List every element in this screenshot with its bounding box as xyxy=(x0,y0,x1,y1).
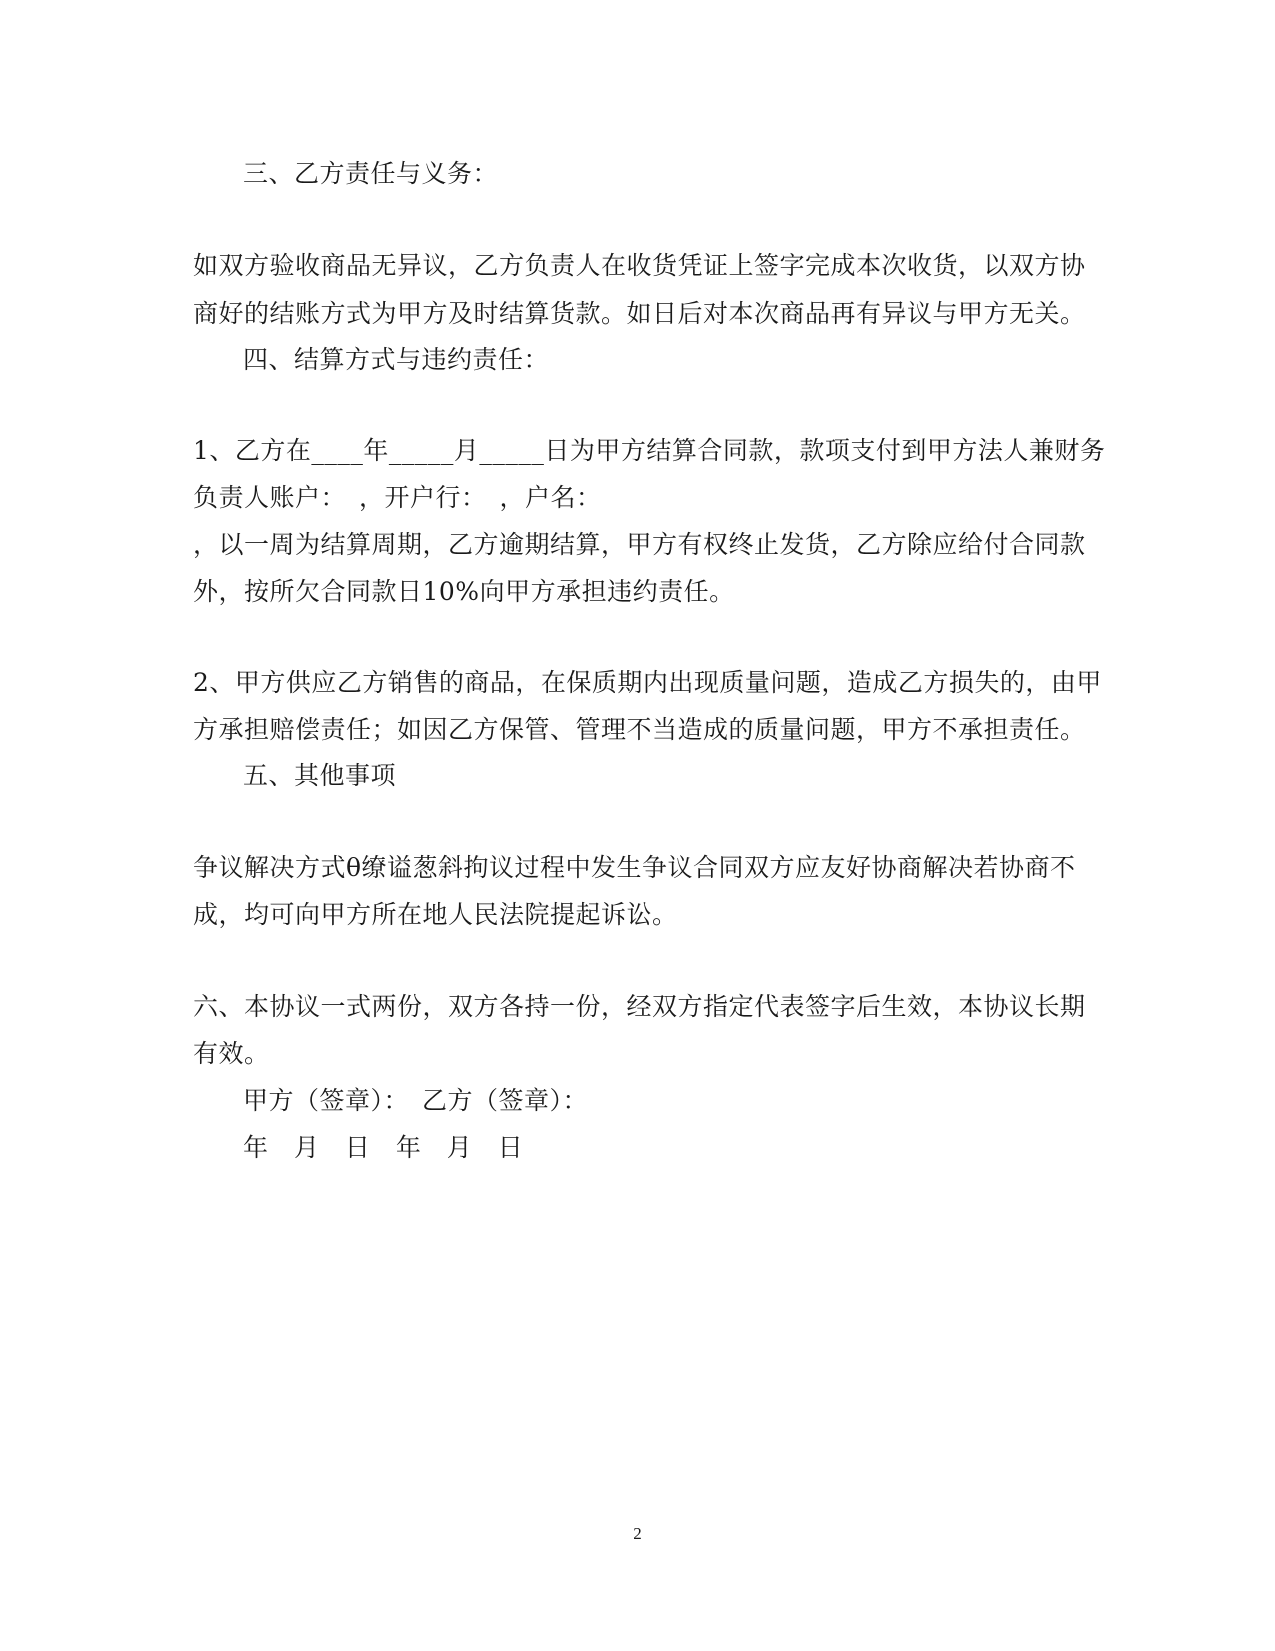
section-4-item-1-line-4: 外，按所欠合同款日10%向甲方承担违约责任。 xyxy=(193,577,735,606)
section-5-paragraph-line-2: 成，均可向甲方所在地人民法院提起诉讼。 xyxy=(193,900,678,929)
section-4-heading: 四、结算方式与违约责任： xyxy=(243,345,550,374)
section-4-item-1-line-1: 1、乙方在____年_____月_____日为甲方结算合同款，款项支付到甲方法人兼财务 xyxy=(193,436,1106,465)
section-5-heading: 五、其他事项 xyxy=(243,761,397,790)
signature-dates: 年 月 日 年 月 日 xyxy=(243,1133,532,1162)
section-3-paragraph-line-1: 如双方验收商品无异议，乙方负责人在收货凭证上签字完成本次收货，以双方协 xyxy=(193,251,1086,280)
section-5-paragraph-line-1: 争议解决方式θ缭谥葱斜拘议过程中发生争议合同双方应友好协商解决若协商不 xyxy=(193,853,1076,882)
section-4-item-2-line-1: 2、甲方供应乙方销售的商品，在保质期内出现质量问题，造成乙方损失的，由甲 xyxy=(193,668,1102,697)
page-number: 2 xyxy=(633,1524,642,1543)
section-6-paragraph-line-2: 有效。 xyxy=(193,1039,270,1068)
section-3-heading: 三、乙方责任与义务： xyxy=(243,159,499,188)
section-6-paragraph-line-1: 六、本协议一式两份，双方各持一份，经双方指定代表签字后生效，本协议长期 xyxy=(193,992,1086,1021)
section-4-item-1-line-2: 负责人账户： ，开户行： ，户名： xyxy=(193,483,602,512)
signature-parties: 甲方（签章）： 乙方（签章）： xyxy=(243,1086,589,1115)
section-4-item-1-line-3: ，以一周为结算周期，乙方逾期结算，甲方有权终止发货，乙方除应给付合同款 xyxy=(193,530,1086,559)
section-3-paragraph-line-2: 商好的结账方式为甲方及时结算货款。如日后对本次商品再有异议与甲方无关。 xyxy=(193,299,1086,328)
section-4-item-2-line-2: 方承担赔偿责任；如因乙方保管、管理不当造成的质量问题，甲方不承担责任。 xyxy=(193,715,1086,744)
